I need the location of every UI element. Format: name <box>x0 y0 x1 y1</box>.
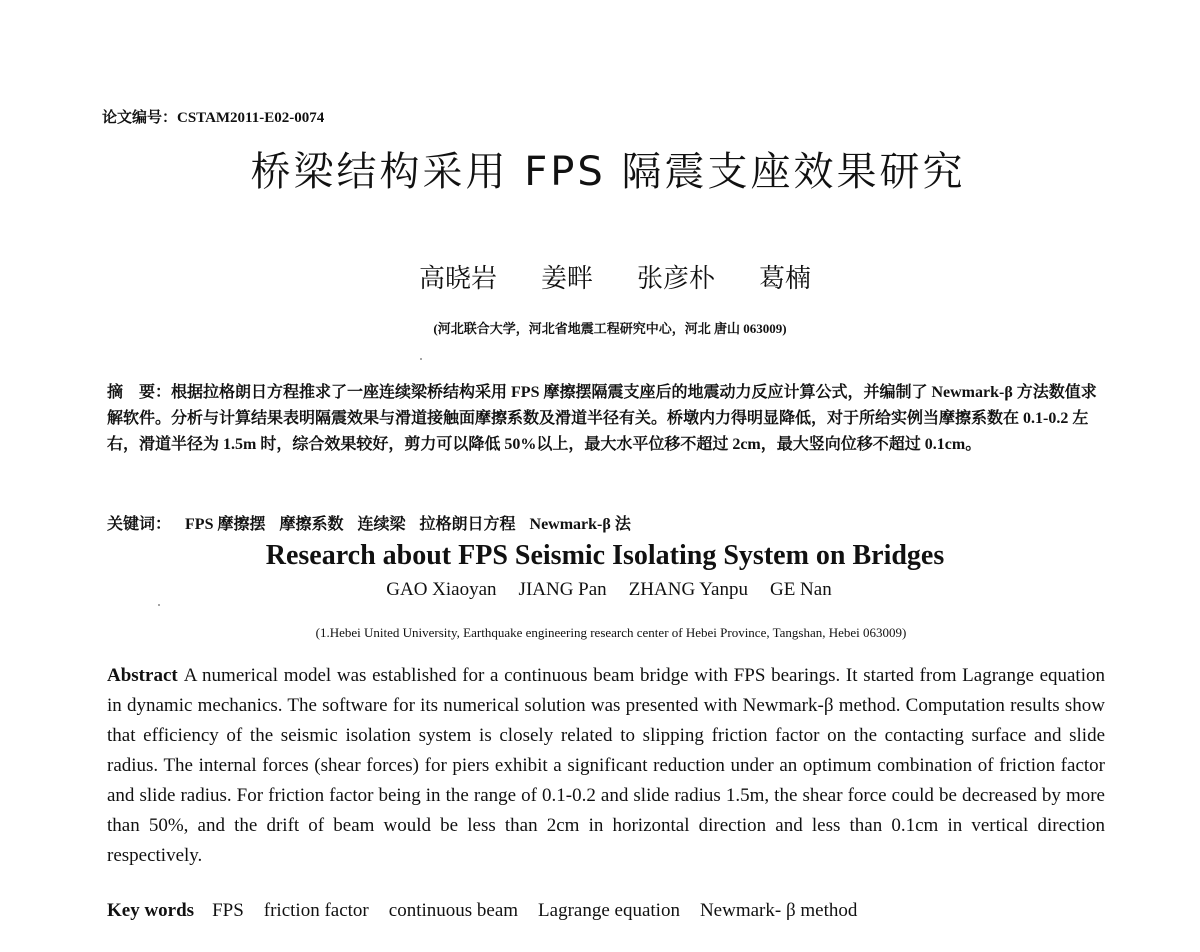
en-title: Research about FPS Seismic Isolating System on Bridges <box>265 540 945 571</box>
en-keyword: FPS <box>212 900 244 921</box>
en-abstract-label: Abstract <box>107 665 178 686</box>
cn-author: 姜畔 <box>540 264 593 294</box>
scan-speck <box>420 358 422 360</box>
cn-keyword: Newmark-β 法 <box>529 516 631 533</box>
en-affiliation: (1.Hebei United University, Earthquake engineering research center of Hebei Province, Tangshan, Hebei 063009) <box>315 625 907 640</box>
cn-affiliation: (河北联合大学，河北省地震工程研究中心，河北 唐山 063009) <box>433 321 787 336</box>
en-keyword: continuous beam <box>388 900 519 921</box>
cn-author: 葛楠 <box>759 264 812 294</box>
cn-abstract <box>107 380 1103 458</box>
en-keyword: Lagrange equation <box>538 900 680 921</box>
cn-author: 高晓岩 <box>418 264 497 294</box>
en-authors <box>0 579 1200 601</box>
cn-abstract-label: 摘 要： <box>107 384 172 401</box>
cn-authors <box>0 258 1200 295</box>
cn-keywords <box>107 511 645 534</box>
en-keyword: friction factor <box>263 900 369 921</box>
en-author: JIANG Pan <box>518 579 607 600</box>
paper-id: 论文编号：CSTAM2011-E02-0074 <box>102 110 325 126</box>
cn-keyword: 拉格朗日方程 <box>419 516 516 533</box>
en-author: GAO Xiaoyan <box>386 579 497 600</box>
en-keyword: Newmark- β method <box>699 900 858 921</box>
cn-abstract-text: 根据拉格朗日方程推求了一座连续梁桥结构采用 FPS 摩擦摆隔震支座后的地震动力反应计算公式，并编制了 Newmark-β 方法数值求解软件。分析与计算结果表明隔震效果与滑道接触面摩擦系数及滑道半径有关。桥墩内力得明显降低，对于所给实例当摩擦系数在 0.1-0.2 左右，滑道半径为 1.5m 时，综合效果较好，剪力可以降低 50%以上，最大水平位移不超过 2cm，最大竖向位移不超过 0.1cm。 <box>107 384 1097 453</box>
en-abstract-text: A numerical model was established for a continuous beam bridge with FPS bearings. It started from Lagrange equation in dynamic mechanics. The software for its numerical solution was presented with Newmark-β method. Computation results show that efficiency of the seismic isolation system is closely related to slipping friction factor on the contacting surface and slide radius. The internal forces (shear forces) for piers exhibit a significant reduction under an optimum combination of friction factor and slide radius. For friction factor being in the range of 0.1-0.2 and slide radius 1.5m, the shear force could be decreased by more than 50%, and the drift of beam would be less than 2cm in horizontal direction and less than 0.1cm in vertical direction respectively. <box>107 665 1105 866</box>
cn-keyword: 摩擦系数 <box>279 516 344 533</box>
scan-speck <box>158 604 160 606</box>
en-author: GE Nan <box>769 579 832 600</box>
en-author: ZHANG Yanpu <box>628 579 748 600</box>
cn-keyword: FPS 摩擦摆 <box>185 516 266 533</box>
en-keywords <box>107 900 877 922</box>
cn-title: 桥梁结构采用 FPS 隔震支座效果研究 <box>250 149 966 195</box>
cn-keyword: 连续梁 <box>357 516 406 533</box>
en-keywords-label: Key words <box>107 900 195 921</box>
cn-author: 张彦朴 <box>637 264 716 294</box>
en-abstract <box>107 661 1105 871</box>
cn-keywords-label: 关键词： <box>107 516 172 533</box>
